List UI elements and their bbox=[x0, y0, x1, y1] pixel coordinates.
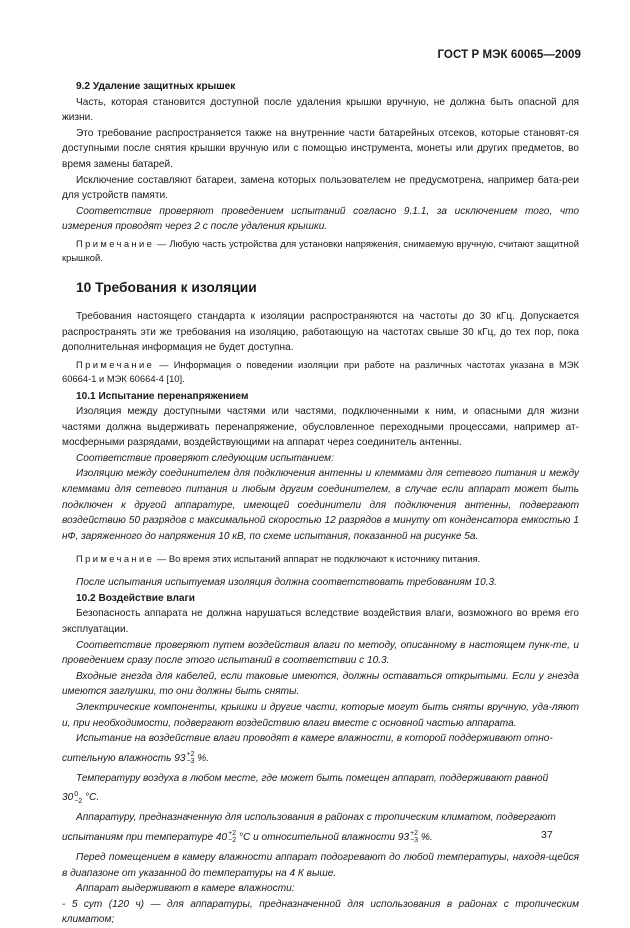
section-10-2-title: 10.2 Воздействие влаги bbox=[76, 592, 195, 604]
paragraph: После испытания испытуемая изоляция должна соответствовать требованиям 10.3. bbox=[76, 577, 497, 589]
paragraph: Изоляция между доступными частями или частями, подключенными к ним, и опасными для жизни частями должна выдерживать перенапряжение, обусловленное переходными процессами, например ат-мосферными разрядами, воздействующими на аппарат через соединитель антенны. bbox=[62, 406, 579, 449]
paragraph: Температуру воздуха в любом месте, где может быть помещен аппарат, поддерживают равной bbox=[76, 772, 549, 784]
note bbox=[62, 358, 579, 386]
page-number: 37 bbox=[541, 829, 553, 841]
humidity-tolerance: +2 −3 bbox=[186, 751, 195, 766]
section-10-title: 10 Требования к изоляции bbox=[76, 279, 257, 295]
tropical-line: испытаниям при температуре 40 +2 −2 °С и относительной влажности 93 +2 −3 %. bbox=[62, 830, 433, 845]
paragraph: Часть, которая становится доступной после удаления крышки вручную, не должна быть опасной для жизни. bbox=[62, 96, 579, 124]
note-text: — Любую часть устройства для установки напряжения, снимаемую вручную, считают защитной крышкой. bbox=[62, 237, 579, 263]
paragraph: Исключение составляют батареи, замена которых пользователем не предусмотрена, например бата-реи для устройств памяти. bbox=[62, 174, 579, 202]
humidity-tolerance: +2 −3 bbox=[410, 830, 419, 845]
document-header: ГОСТ Р МЭК 60065—2009 bbox=[437, 49, 581, 61]
paragraph: Аппарат выдерживают в камере влажности: bbox=[76, 883, 295, 895]
compliance-paragraph: Соответствие проверяют проведением испытаний согласно 9.1.1, за исключением того, что измерения проводят через 2 с после удаления крышки. bbox=[62, 205, 579, 233]
temperature-tolerance: +2 −2 bbox=[228, 830, 237, 845]
paragraph: Входные гнезда для кабелей, если таковые имеются, должны оставаться открытыми. Если у гнезда имеются заглушки, то они должны быть сняты. bbox=[62, 670, 579, 698]
note-label: Примечание bbox=[76, 237, 155, 249]
note-text: — Информация о поведении изоляции при работе на различных частотах указана в МЭК 60664-1 и МЭК 60664-4 [10]. bbox=[62, 358, 579, 384]
note bbox=[62, 237, 579, 265]
temperature-tolerance: 0 −2 bbox=[74, 790, 83, 805]
paragraph: Электрические компоненты, крышки и другие части, которые могут быть сняты вручную, уда-ляют и, при необходимости, подвергают воздействию влаги вместе с основной частью аппарата. bbox=[62, 701, 579, 729]
section-9-2-title: 9.2 Удаление защитных крышек bbox=[76, 81, 236, 92]
section-10-1-title: 10.1 Испытание перенапряжением bbox=[76, 390, 249, 402]
compliance-paragraph: Соответствие проверяют путем воздействия влаги по методу, описанному в настоящем пунк-те, и проведением сразу после этого испытаний в соответствии с 10.3. bbox=[62, 639, 579, 667]
temperature-value: 30 bbox=[62, 792, 74, 804]
paragraph: Это требование распространяется также на внутренние части батарейных отсеков, которые становят-ся доступными после снятия крышки вручную или с помощью инструмента, монеты или других предметов, во время замены батарей. bbox=[62, 127, 579, 170]
note-label: Примечание bbox=[76, 553, 155, 565]
paragraph: Аппаратуру, предназначенную для использования в районах с тропическим климатом, подвергают bbox=[76, 812, 556, 824]
note bbox=[62, 552, 579, 566]
paragraph: Испытание на воздействие влаги проводят в камере влажности, в которой поддерживают отно- bbox=[76, 733, 553, 745]
paragraph: Требования настоящего стандарта к изоляции распространяются на частоты до 30 кГц. Допускается распространять эти же требования на изоляцию, работающую на частотах свыше 30 кГц, до тех пор, пока дополнительная информация не будет доступна. bbox=[62, 311, 579, 354]
test-paragraph: Изоляцию между соединителем для подключения антенны и клеммами для сетевого питания и между клеммами для сетевого питания и любым другим соединителем, в случае если аппарат может быть подключен к другой аппаратуре, имеющей соединители для подключения антенны, подвергают воздействию 50 разрядов с максимальной скоростью 12 разрядов в минуту от конденсатора емкостью 1 нФ, заряженного до напряжения 10 кВ, по схеме испытания, показанной на рисунке 5а. bbox=[62, 468, 579, 542]
paragraph: Перед помещением в камеру влажности аппарат подогревают до любой температуры, находя-щейся в диапазоне от указанной до температуры на 4 К выше. bbox=[62, 851, 579, 879]
list-item: - 5 сут (120 ч) — для аппаратуры, предназначенной для использования в районах с тропическим климатом; bbox=[62, 898, 579, 926]
temperature-value: 40 bbox=[215, 831, 228, 843]
note-text: — Во время этих испытаний аппарат не подключают к источнику питания. bbox=[154, 553, 481, 565]
temperature-line: 30 0 −2 °С. bbox=[62, 790, 100, 805]
note-label: Примечание bbox=[76, 358, 155, 370]
compliance-paragraph: Соответствие проверяют следующим испытанием: bbox=[76, 452, 334, 464]
paragraph: Безопасность аппарата не должна нарушаться вследствие воздействия влаги, возможного во время его эксплуатации. bbox=[62, 608, 579, 636]
humidity-line: сительную влажность 93 +2 −3 %. bbox=[62, 751, 210, 766]
humidity-value: 93 bbox=[174, 752, 186, 764]
page-body bbox=[62, 79, 579, 928]
humidity-value: 93 bbox=[397, 831, 410, 843]
